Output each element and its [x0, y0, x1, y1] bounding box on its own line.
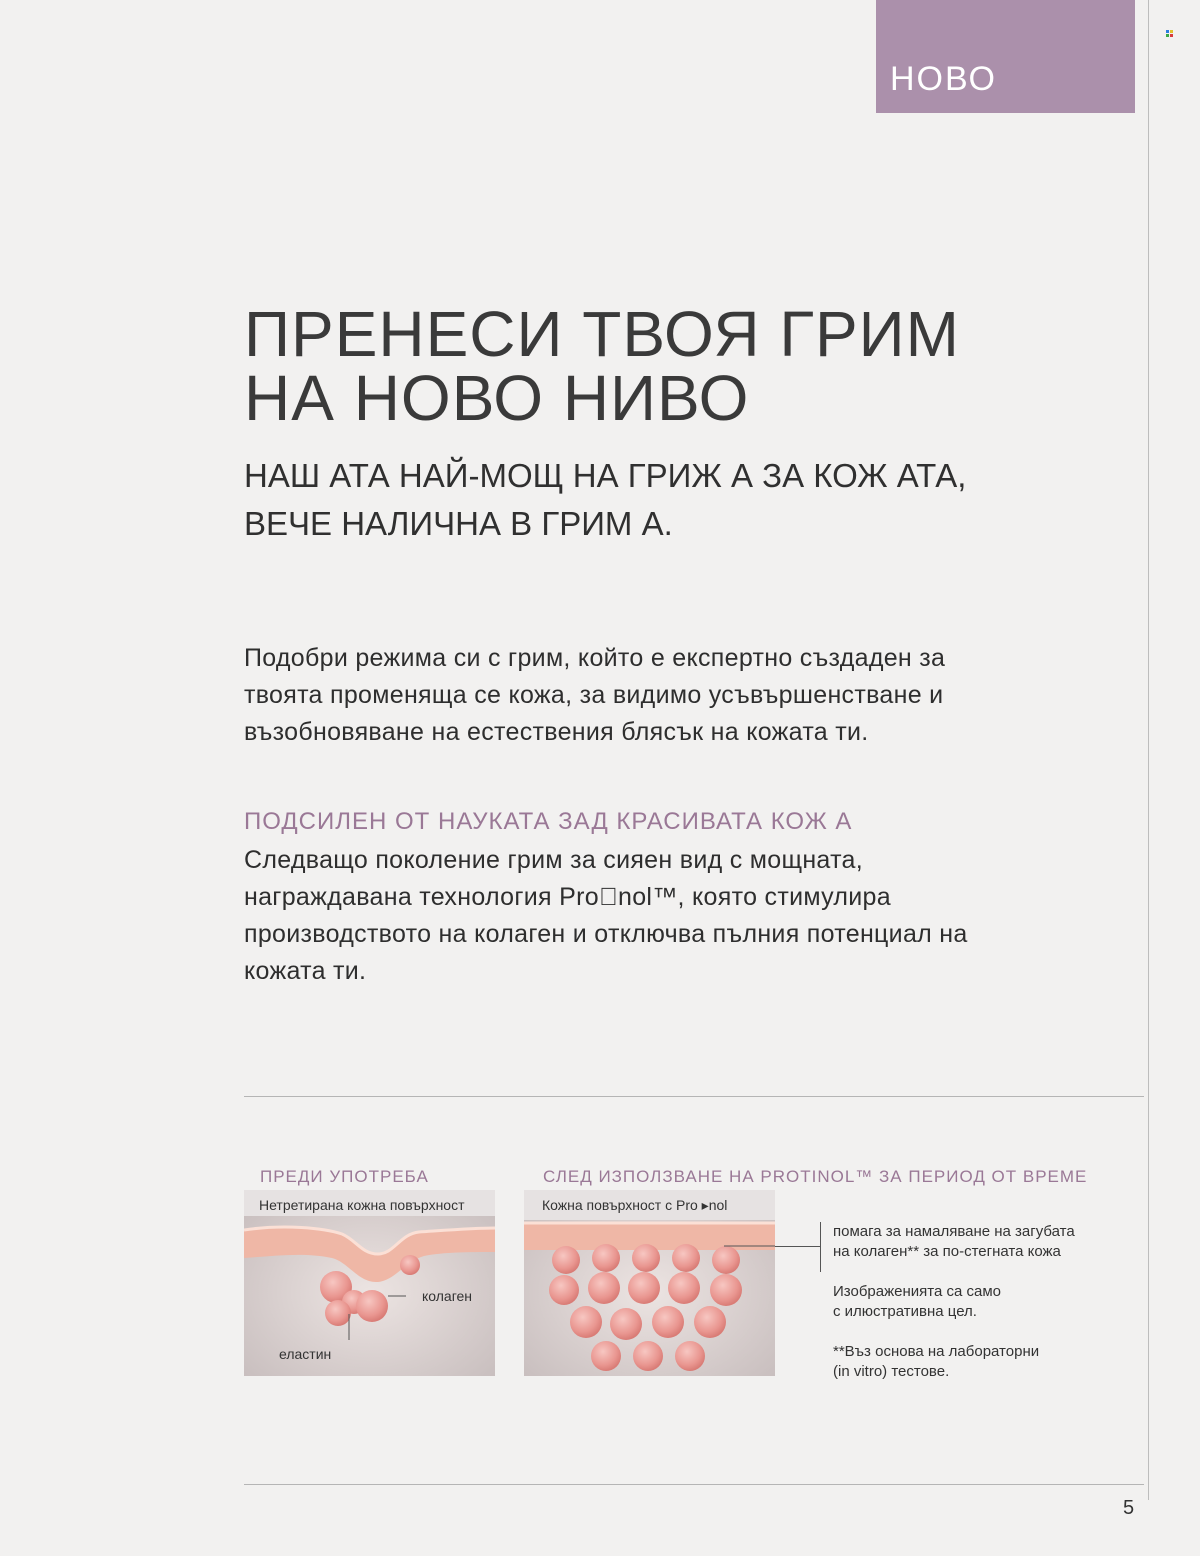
intro-paragraph: Подобри режима си с грим, който е експертно създаден за твоята променяща се кожа, за видимо усъвършенстване и възобновяване на естествения блясък на кожата ти.: [244, 644, 946, 746]
benefit-connector-line: [775, 1246, 820, 1247]
illustrative-note-line-1: Изображенията са само: [833, 1283, 1001, 1300]
page-headline: [244, 298, 960, 434]
before-label: ПРЕДИ УПОТРЕБА: [260, 1167, 429, 1186]
headline-line-2: НА НОВО НИВО: [244, 362, 750, 434]
print-color-marks: [1166, 30, 1176, 38]
after-illustration: [524, 1190, 775, 1376]
after-caption: Кожна повърхност с Pro ▸nol: [542, 1197, 728, 1213]
subheadline-line-2: ВЕЧЕ НАЛИЧНА В ГРИМ А.: [244, 505, 673, 542]
benefit-note: [833, 1222, 1075, 1262]
before-illustration: [244, 1190, 495, 1376]
illustrative-note-line-2: с илюстративна цел.: [833, 1303, 977, 1320]
illustrative-note: [833, 1282, 1001, 1322]
science-paragraph: Следващо поколение грим за сияен вид с мощната, награждавана технология Pro nol™, която стимулира производството на колаген и отключва пълния потенциал на кожата ти.: [244, 846, 968, 985]
lab-footnote-line-2: (in vitro) тестове.: [833, 1363, 950, 1380]
after-skin-diagram: [524, 1190, 775, 1376]
lab-footnote-line-1: **Въз основа на лабораторни: [833, 1343, 1040, 1360]
before-caption: Нетретирана кожна повърхност: [259, 1197, 465, 1213]
page-number: 5: [1123, 1497, 1135, 1519]
elastin-label: еластин: [279, 1346, 332, 1362]
top-divider: [244, 1096, 1144, 1097]
benefit-bracket-line: [820, 1222, 821, 1272]
collagen-label: колаген: [422, 1288, 473, 1304]
benefit-note-line-2: на колаген** за по-стегната кожа: [833, 1243, 1061, 1260]
page-subheadline: [244, 452, 966, 548]
after-label: СЛЕД ИЗПОЛЗВАНЕ НА PROTINOL™ ЗА ПЕРИОД ОТ ВРЕМЕ: [543, 1167, 1088, 1186]
bottom-divider: [244, 1484, 1144, 1485]
science-section-title: ПОДСИЛЕН ОТ НАУКАТА ЗАД КРАСИВАТА КОЖ А: [244, 808, 853, 835]
headline-line-1: ПРЕНЕСИ ТВОЯ ГРИМ: [244, 298, 960, 370]
lab-footnote: [833, 1342, 1039, 1382]
new-badge-label: НОВО: [890, 60, 997, 98]
benefit-note-line-1: помага за намаляване на загубата: [833, 1223, 1075, 1240]
new-badge: [876, 0, 1135, 113]
subheadline-line-1: НАШ АТА НАЙ-МОЩ НА ГРИЖ А ЗА КОЖ АТА,: [244, 457, 967, 494]
page-edge-rule: [1148, 0, 1149, 1500]
